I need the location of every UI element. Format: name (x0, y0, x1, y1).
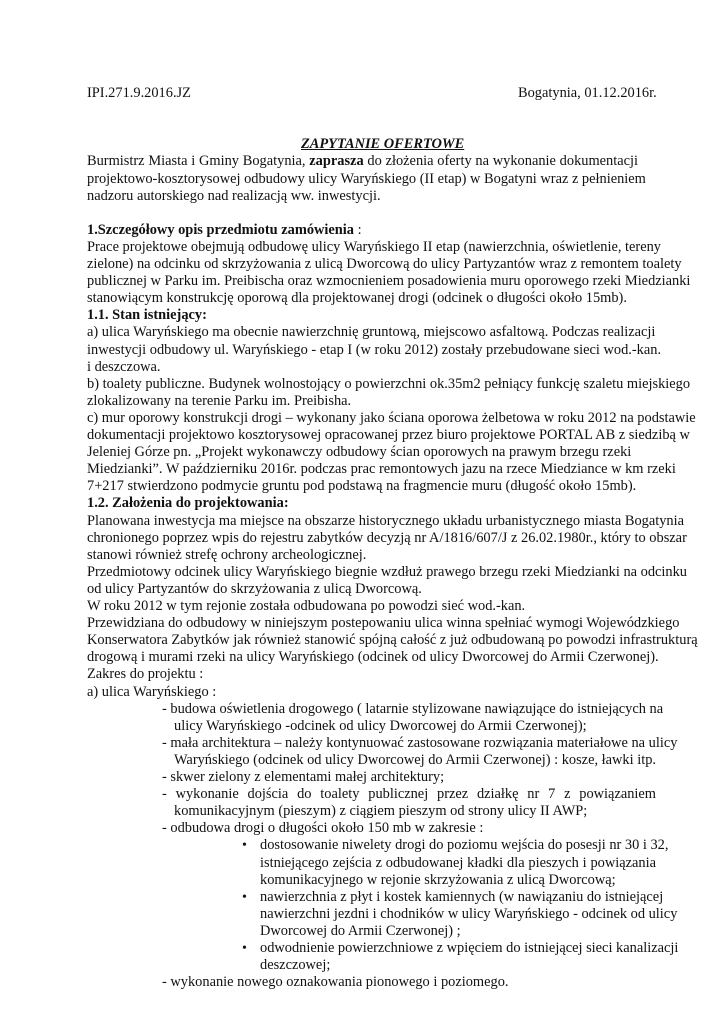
scope-small-architecture-line-2: Waryńskiego (odcinek od ulicy Dworcowej do Armii Czerwonej) : kosze, ławki itp. (174, 751, 657, 768)
existing-b-line-2: zlokalizowany na terenie Parku im. Preibisha. (87, 392, 352, 409)
existing-c-line-2: dokumentacji projektowo kosztorysowej opracowanej przez biuro projektowe PORTAL AB z siedzibą w (87, 427, 690, 443)
road-grade-line-2: istniejącego zejścia z odbudowanej kładki dla pieszych i powiązania (260, 854, 656, 871)
intro-line-2: projektowo-kosztorysowej odbudowy ulicy Waryńskiego (II etap) w Bogatyni wraz z pełnieniem (87, 170, 646, 187)
assumptions-line-5: od ulicy Partyzantów do skrzyżowania z ulicą Dworcową. (87, 580, 422, 597)
assumptions-line-9: drogową i murami rzeki na ulicy Waryńskiego (odcinek od ulicy Dworcowej do Armii Czerwonej). (87, 649, 659, 666)
assumptions-line-3: stanowi również strefę ochrony archeologicznej. (87, 546, 367, 563)
scope-small-architecture-line-1: - mała architektura – należy kontynuować zastosowane rozwiązania materiałowe na ulicy (162, 734, 678, 751)
existing-c-line-5: 7+217 stwierdzono podmycie gruntu pod podstawą na fragmencie muru (długość około 15mb). (87, 478, 637, 495)
assumptions-line-8: Konserwatora Zabytków jak również stanowić spójną całość z już odbudowaną po powodzi infrastrukturą (87, 632, 698, 649)
road-surface-line-2: nawierzchni jezdni i chodników w ulicy Waryńskiego - odcinek od ulicy (260, 905, 678, 922)
assumptions-line-6: W roku 2012 w tym rejonie została odbudowana po powodzi sieć wod.-kan. (87, 598, 526, 614)
intro-line-3: nadzoru autorskiego nad realizacją ww. inwestycji. (87, 187, 381, 204)
scope-street-label: a) ulica Waryńskiego : (87, 683, 217, 700)
bullet-icon: • (242, 889, 247, 905)
scope-road-marking: - wykonanie nowego oznakowania pionowego i poziomego. (162, 974, 509, 991)
bullet-icon: • (242, 838, 247, 854)
road-surface-line-1: nawierzchnia z płyt i kostek kamiennych (w nawiązaniu do istniejącej (260, 888, 664, 905)
assumptions-line-7: Przewidziana do odbudowy w niniejszym postepowaniu ulica winna spełniać wymogi Wojewódzkiego (87, 615, 680, 632)
section-1-line-4: stanowiącym konstrukcję oporową dla projektowanej drogi (odcinek o długości około 15mb). (87, 290, 627, 307)
assumptions-line-2: chronionego poprzez wpis do rejestru zabytków decyzją nr A/1816/607/J z 26.02.1980r., który to obszar (87, 529, 687, 546)
assumptions-line-4: Przedmiotowy odcinek ulicy Waryńskiego biegnie wzdłuż prawego brzegu rzeki Miedzianki na odcinku (87, 563, 687, 580)
document-title: ZAPYTANIE OFERTOWE (301, 136, 465, 153)
scope-lighting-line-1: - budowa oświetlenia drogowego ( latarnie stylizowane nawiązujące do istniejących na (162, 700, 664, 717)
section-1-line-1: Prace projektowe obejmują odbudowę ulicy Waryńskiego II etap (nawierzchnia, oświetlenie, tereny (87, 238, 661, 255)
existing-a-line-2: inwestycji odbudowy ul. Waryńskiego - etap I (w roku 2012) zostały przebudowane sieci wod.-kan. (87, 341, 662, 358)
road-grade-line-3: komunikacyjnego w rejonie skrzyżowania z ulicą Dworcową; (260, 871, 616, 888)
road-drainage-line-2: deszczowej; (260, 957, 331, 974)
section-1-line-2: zielone) na odcinku od skrzyżowania z ulicą Dworcową do ulicy Partyzantów wraz z remontem toalety (87, 256, 682, 272)
section-1-2-heading: 1.2. Założenia do projektowania: (87, 495, 289, 512)
scope-toilet-access-line-1: - wykonanie dojścia do toalety publicznej przez działkę nr 7 z powiązaniem (162, 786, 656, 803)
reference-number: IPI.271.9.2016.JZ (87, 85, 191, 101)
existing-c-line-1: c) mur oporowy konstrukcji drogi – wykonany jako ściana oporowa żelbetowa w roku 2012 na podstawie (87, 409, 696, 426)
section-1-1-heading: 1.1. Stan istniejący: (87, 307, 207, 324)
road-surface-line-3: Dworcowej do Armii Czerwonej) ; (260, 922, 461, 939)
existing-b-line-1: b) toalety publiczne. Budynek wolnostojący o powierzchni ok.35m2 pełniący funkcję szaletu miejskiego (87, 375, 691, 392)
scope-heading: Zakres do projektu : (87, 666, 204, 683)
existing-c-line-3: Jeleniej Górze pn. „Projekt wykonawczy odbudowy ścian oporowych na prawym brzegu rzeki (87, 444, 632, 461)
intro-line-1: Burmistrz Miasta i Gminy Bogatynia, zaprasza do złożenia oferty na wykonanie dokumentacji (87, 153, 639, 170)
place-date: Bogatynia, 01.12.2016r. (518, 85, 657, 101)
assumptions-line-1: Planowana inwestycja ma miejsce na obszarze historycznego układu urbanistycznego miasta Bogatynia (87, 512, 685, 529)
scope-lighting-line-2: ulicy Waryńskiego -odcinek od ulicy Dworcowej do Armii Czerwonej); (174, 717, 587, 734)
road-drainage-line-1: odwodnienie powierzchniowe z wpięciem do istniejącej sieci kanalizacji (260, 940, 679, 956)
existing-a-line-1: a) ulica Waryńskiego ma obecnie nawierzchnię gruntową, miejscowo asfaltową. Podczas realizacji (87, 324, 656, 341)
bullet-icon: • (242, 941, 247, 956)
scope-toilet-access-line-2: komunikacyjnym (pieszym) z ciągiem pieszym od strony ulicy II AWP; (174, 803, 588, 820)
scope-green-square: - skwer zielony z elementami małej architektury; (162, 769, 445, 785)
section-1-heading: 1.Szczegółowy opis przedmiotu zamówienia : (87, 221, 362, 238)
scope-road-rebuild: - odbudowa drogi o długości około 150 mb w zakresie : (162, 820, 484, 837)
road-grade-line-1: dostosowanie niwelety drogi do poziomu wejścia do posesji nr 30 i 32, (260, 837, 669, 854)
section-1-line-3: publicznej w Parku im. Preibischa oraz wzmocnieniem posadowienia muru oporowego rzeki Miedzianki (87, 273, 691, 290)
existing-c-line-4: Miedzianki”. W październiku 2016r. podczas prac remontowych jazu na rzece Miedziance w km rzeki (87, 461, 676, 478)
existing-a-line-3: i deszczowa. (87, 358, 161, 375)
